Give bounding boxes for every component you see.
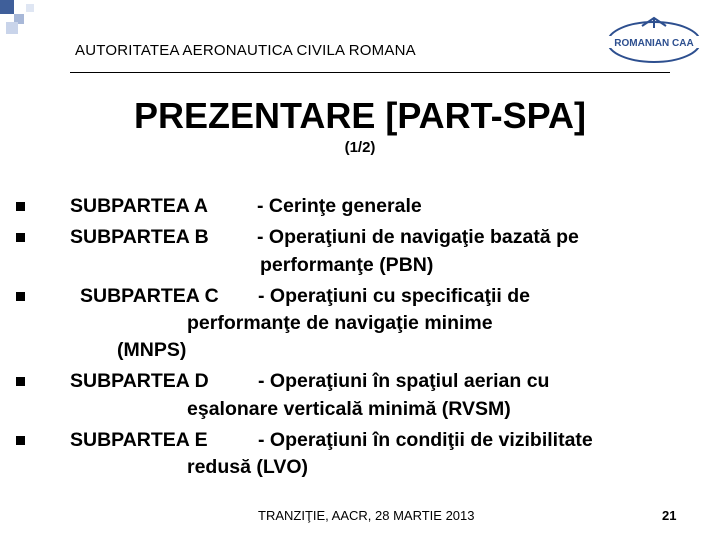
bullet-square: [16, 233, 25, 242]
decor-square-3: [6, 22, 18, 34]
header-org: AUTORITATEA AERONAUTICA CIVILA ROMANA: [75, 42, 416, 59]
subpart-c-desc-cont: performanţe de navigaţie minime: [187, 312, 493, 334]
header-divider: [70, 72, 670, 73]
subpart-a-desc: - Cerinţe generale: [257, 195, 422, 217]
subpart-d-label: SUBPARTEA D: [70, 370, 209, 392]
bullet-square: [16, 202, 25, 211]
subpart-d-desc-cont: eşalonare verticală minimă (RVSM): [187, 398, 511, 420]
subpart-c-desc-cont2: (MNPS): [117, 339, 187, 361]
bullet-square: [16, 292, 25, 301]
romanian-caa-logo: [604, 14, 704, 66]
slide-subtitle: (1/2): [344, 139, 376, 156]
subpart-b-label: SUBPARTEA B: [70, 226, 209, 248]
bullet-square: [16, 436, 25, 445]
subpart-d-desc: - Operaţiuni în spaţiul aerian cu: [258, 370, 550, 392]
footer-text: TRANZIŢIE, AACR, 28 MARTIE 2013: [258, 508, 475, 523]
logo-text: ROMANIAN CAA: [614, 38, 694, 49]
subpart-e-label: SUBPARTEA E: [70, 429, 208, 451]
subpart-a-label: SUBPARTEA A: [70, 195, 208, 217]
subpart-c-desc: - Operaţiuni cu specificaţii de: [258, 285, 530, 307]
page-number: 21: [662, 508, 677, 523]
subpart-b-desc-cont: performanţe (PBN): [260, 254, 434, 276]
decor-square-4: [26, 4, 34, 12]
decor-square-1: [0, 0, 14, 14]
subpart-c-label: SUBPARTEA C: [80, 285, 219, 307]
subpart-e-desc: - Operaţiuni în condiţii de vizibilitate: [258, 429, 593, 451]
slide-title: PREZENTARE [PART-SPA]: [133, 95, 586, 136]
subpart-b-desc: - Operaţiuni de navigaţie bazată pe: [257, 226, 579, 248]
subpart-e-desc-cont: redusă (LVO): [187, 456, 308, 478]
bullet-square: [16, 377, 25, 386]
